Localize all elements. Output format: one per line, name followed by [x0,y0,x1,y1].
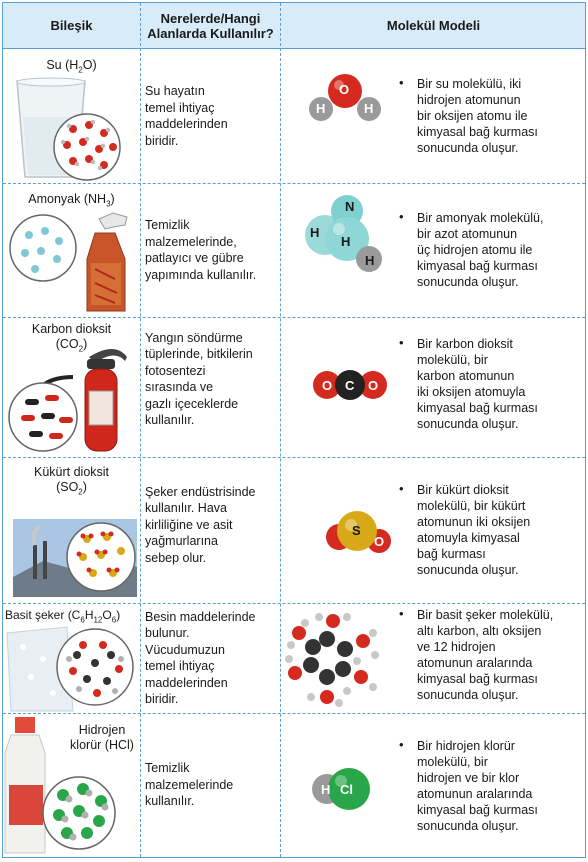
molecule-description: Bir hidrojen klorür molekülü, bir hidrojen ve bir klor atomunun aralarında kimyasal bağ kurması sonucunda oluşur. [417,739,538,833]
atom-label: N [345,199,355,214]
header-usage: Nerelerde/Hangi Alanlarda Kullanılır? [147,10,274,41]
hydrogen-chloride-molecule-model [281,713,391,857]
atom-label: O [368,378,379,393]
factory-pollution-illustration [3,457,140,603]
atom-label: O [339,82,350,97]
molecule-description: Bir basit şeker molekülü, altı karbon, altı oksijen ve 12 hidrojen atomunun aralarında kimyasal bağ kurması sonucunda oluşur. [417,608,554,702]
compound-name: Amonyak $(NH_3)$ [28,192,115,209]
table-row-sulfur-dioxide [3,457,585,604]
compound-cell [3,49,140,183]
atom-label: S [352,523,361,538]
table-row-hydrogen-chloride [3,713,585,857]
atom-label: O [322,378,333,393]
atom-label: H [310,225,320,240]
compound-cell [3,713,140,857]
compound-cell [3,317,140,457]
bullet-icon: • [399,75,404,90]
molecule-description: Bir su molekülü, iki hidrojen atomunun bir oksijen atomu ile kimyasal bağ kurması sonucunda oluşur. [417,77,538,155]
compound-cell [3,457,140,603]
molecule-cell [281,49,586,183]
atom-label: H [341,234,351,249]
atom-label: H [316,101,326,116]
table-header [3,3,585,49]
bullet-icon: • [399,737,404,752]
usage-text: Yangın söndürme tüplerinde, bitkilerin fotosentezi sırasında ve gazlı içeceklerde kullanılır. [145,330,253,427]
usage-cell [141,713,280,857]
usage-text: Temizlik malzemelerinde kullanılır. [145,761,234,809]
usage-text: Su hayatın temel ihtiyaç maddelerinden biridir. [145,84,228,148]
atom-label: H [365,253,375,268]
usage-cell [141,49,280,183]
spray-bottle-illustration [3,183,140,317]
bullet-icon: • [399,335,404,350]
table-row-water [3,49,585,184]
bullet-icon: • [399,209,404,224]
molecule-description: Bir amonyak molekülü, bir azot atomunun üç hidrojen atomu ile kimyasal bağ kurması sonucunda oluşur. [417,211,544,289]
table-row-carbon-dioxide [3,317,585,458]
atom-label: O [374,534,385,549]
atom-label: H [364,101,374,116]
atom-label: H [321,782,331,797]
fire-extinguisher-illustration [3,317,140,457]
water-molecule-model [281,49,391,183]
compound-name: Hidrojen klorür (HCl) [70,723,134,752]
bullet-icon: • [399,481,404,496]
usage-text: Temizlik malzemelerinde, patlayıcı ve gübre yapımında kullanılır. [145,218,257,282]
usage-text: Besin maddelerinde bulunur. Vücudumuzun temel ihtiyaç maddelerinden biridir. [145,609,256,706]
compound-table [2,2,586,858]
usage-cell [141,457,280,603]
usage-cell [141,603,280,713]
usage-text: Şeker endüstrisinde kullanılır. Hava kirliliğine ve asit yağmurlarına sebep olur. [145,484,256,565]
ammonia-molecule-model [281,183,391,317]
compound-name: Basit şeker $(C_6H_{12}O_6)$ [5,608,121,625]
table-row-simple-sugar [3,603,585,714]
molecule-cell [281,317,586,457]
molecule-description: Bir karbon dioksit molekülü, bir karbon atomunun iki oksijen atomuyla kimyasal bağ kurması sonucunda oluşur. [417,337,538,431]
compound-cell [3,603,140,713]
compound-name: Kükürt dioksit $(SO_2)$ [33,465,110,497]
atom-label: C [345,378,355,393]
acid-bottle-illustration [3,713,140,857]
atom-label: O [321,542,332,557]
usage-cell [141,183,280,317]
molecule-cell [281,603,586,713]
header-molecule-model: Molekül Modeli [386,18,481,33]
compound-name: Su $(H_2O)$ [46,58,97,75]
molecule-cell [281,713,586,857]
water-glass-illustration [3,49,140,183]
table-row-ammonia [3,183,585,318]
molecule-cell [281,457,586,603]
atom-label: Cl [340,782,353,797]
usage-cell [141,317,280,457]
molecule-description: Bir kükürt dioksit molekülü, bir kükürt atomunun iki oksijen atomuyla kimyasal bağ kurması sonucunda oluşur. [417,483,531,577]
molecule-cell [281,183,586,317]
header-compound: Bileşik [50,18,93,33]
sulfur-dioxide-molecule-model [281,457,391,603]
sugar-pile-illustration [3,603,140,713]
glucose-molecule-model [281,603,391,713]
bullet-icon: • [399,606,404,621]
compound-cell [3,183,140,317]
compound-name: Karbon dioksit $(CO_2)$ [31,322,112,354]
